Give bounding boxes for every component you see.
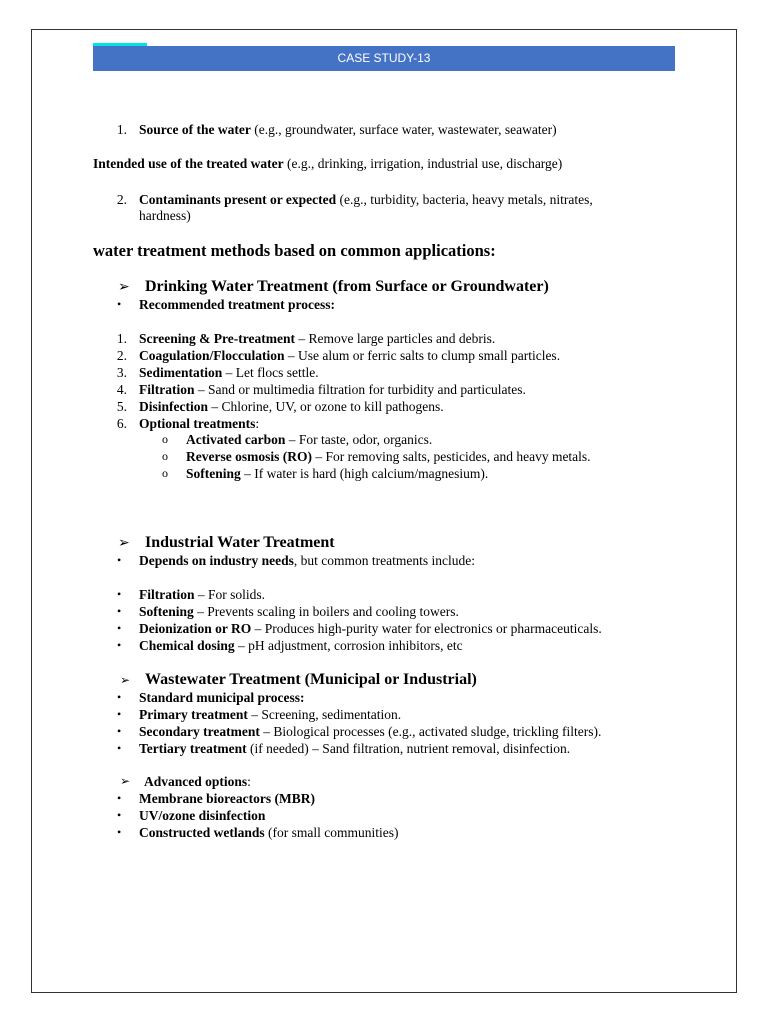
drinking-step-marker: 3. <box>116 365 127 380</box>
item-text: (if needed) – Sand filtration, nutrient removal, disinfection. <box>246 741 571 756</box>
bold-label: Filtration <box>139 587 195 602</box>
advanced-item-marker: • <box>117 808 122 822</box>
list-number: 2. <box>116 192 127 207</box>
arrow-bullet-icon: ➢ <box>120 774 131 788</box>
drinking-step <box>139 398 444 415</box>
item-text: – Chlorine, UV, or ozone to kill pathogens. <box>208 399 444 414</box>
item-text: – Produces high-purity water for electronics or pharmaceuticals. <box>251 621 602 636</box>
drinking-step <box>139 415 259 432</box>
drinking-step <box>139 347 560 364</box>
industrial-item <box>139 586 265 603</box>
bold-label: Tertiary treatment <box>139 741 247 756</box>
wastewater-item-marker: • <box>117 707 122 721</box>
bold-label: Activated carbon <box>186 432 286 447</box>
arrow-bullet-icon: ➢ <box>120 673 131 687</box>
industrial-item-marker: • <box>117 638 122 652</box>
bold-label: Secondary treatment <box>139 724 260 739</box>
item-text: – Let flocs settle. <box>222 365 319 380</box>
wastewater-item <box>139 706 401 723</box>
optional-item-marker: o <box>162 449 168 463</box>
source-water-item <box>139 121 557 138</box>
bold-label: Membrane bioreactors (MBR) <box>139 791 315 806</box>
wastewater-heading: Wastewater Treatment (Municipal or Industrial) <box>145 671 477 688</box>
bold-label: Deionization or RO <box>139 621 252 636</box>
optional-item-marker: o <box>162 466 168 480</box>
bold-label: Chemical dosing <box>139 638 235 653</box>
advanced-item-marker: • <box>117 791 122 805</box>
item-text: , but common treatments include: <box>293 553 476 568</box>
item-text: (e.g., drinking, irrigation, industrial use, discharge) <box>283 156 563 171</box>
drinking-step <box>139 364 319 381</box>
wastewater-item-marker: • <box>117 724 122 738</box>
bold-label: Screening & Pre-treatment <box>139 331 295 346</box>
industrial-item-marker: • <box>117 587 122 601</box>
industrial-item-marker: • <box>117 604 122 618</box>
advanced-options-label <box>144 773 251 790</box>
industrial-item <box>139 603 459 620</box>
item-text: (for small communities) <box>264 825 399 840</box>
bold-label: Disinfection <box>139 399 208 414</box>
advanced-item <box>139 824 399 841</box>
bold-label: Constructed wetlands <box>139 825 265 840</box>
bold-label: Intended use of the treated water <box>93 156 284 171</box>
recommended-process <box>139 296 335 313</box>
wastewater-item <box>139 689 305 706</box>
bold-label: Contaminants present or expected <box>139 192 337 207</box>
item-text: – If water is hard (high calcium/magnesium). <box>240 466 489 481</box>
item-text: – Sand or multimedia filtration for turbidity and particulates. <box>194 382 526 397</box>
contaminants-item <box>139 191 593 208</box>
industrial-item-marker: • <box>117 621 122 635</box>
bold-label: Reverse osmosis (RO) <box>186 449 312 464</box>
advanced-item-marker: • <box>117 825 122 839</box>
bold-label: UV/ozone disinfection <box>139 808 266 823</box>
item-text: – For taste, odor, organics. <box>285 432 433 447</box>
optional-item <box>186 448 591 465</box>
bold-label: Recommended treatment process: <box>139 297 335 312</box>
industrial-item <box>139 637 463 654</box>
bold-label: Softening <box>186 466 241 481</box>
drinking-step-marker: 6. <box>116 416 127 431</box>
bold-label: Source of the water <box>139 122 251 137</box>
item-text: – Screening, sedimentation. <box>247 707 402 722</box>
item-text: – For solids. <box>194 587 266 602</box>
bold-label: Advanced options <box>144 774 248 789</box>
contaminants-item-line2: hardness) <box>139 208 191 223</box>
arrow-bullet-icon: ➢ <box>118 536 130 551</box>
wastewater-item <box>139 723 601 740</box>
bold-label: Coagulation/Flocculation <box>139 348 285 363</box>
optional-item <box>186 465 488 482</box>
drinking-heading: Drinking Water Treatment (from Surface or Groundwater) <box>145 278 549 295</box>
advanced-item <box>139 807 265 824</box>
bold-label: Standard municipal process: <box>139 690 305 705</box>
item-text: – Remove large particles and debris. <box>294 331 496 346</box>
item-text: – pH adjustment, corrosion inhibitors, etc <box>234 638 463 653</box>
bold-label: Softening <box>139 604 194 619</box>
drinking-step <box>139 381 526 398</box>
optional-item-marker: o <box>162 432 168 446</box>
bold-label: Sedimentation <box>139 365 223 380</box>
drinking-step-marker: 2. <box>116 348 127 363</box>
drinking-step-marker: 4. <box>116 382 127 397</box>
item-text: – Use alum or ferric salts to clump small particles. <box>284 348 561 363</box>
advanced-item <box>139 790 315 807</box>
item-text: (e.g., groundwater, surface water, wastewater, seawater) <box>250 122 557 137</box>
drinking-step-marker: 1. <box>116 331 127 346</box>
industrial-item <box>139 620 602 637</box>
list-number: 1. <box>116 122 127 137</box>
industry-needs-line <box>139 552 475 569</box>
drinking-step <box>139 330 495 347</box>
item-text: (e.g., turbidity, bacteria, heavy metals, nitrates, <box>336 192 593 207</box>
item-text: – Biological processes (e.g., activated sludge, trickling filters). <box>259 724 602 739</box>
methods-heading: water treatment methods based on common applications: <box>93 241 496 260</box>
case-study-banner: CASE STUDY-13 <box>93 46 675 71</box>
bullet-icon: • <box>117 553 122 567</box>
bold-label: Optional treatments <box>139 416 256 431</box>
bold-label: Filtration <box>139 382 195 397</box>
bold-label: Primary treatment <box>139 707 248 722</box>
optional-item <box>186 431 432 448</box>
wastewater-item-marker: • <box>117 741 122 755</box>
intended-use-line <box>93 155 562 172</box>
industrial-heading: Industrial Water Treatment <box>145 534 335 551</box>
item-text: : <box>247 774 251 789</box>
drinking-step-marker: 5. <box>116 399 127 414</box>
wastewater-item <box>139 740 570 757</box>
bullet-icon: • <box>117 297 122 311</box>
item-text: : <box>255 416 260 431</box>
document-page <box>31 29 737 993</box>
arrow-bullet-icon: ➢ <box>118 280 130 295</box>
item-text: – Prevents scaling in boilers and cooling towers. <box>193 604 459 619</box>
item-text: – For removing salts, pesticides, and heavy metals. <box>311 449 591 464</box>
bold-label: Depends on industry needs <box>139 553 294 568</box>
wastewater-item-marker: • <box>117 690 122 704</box>
